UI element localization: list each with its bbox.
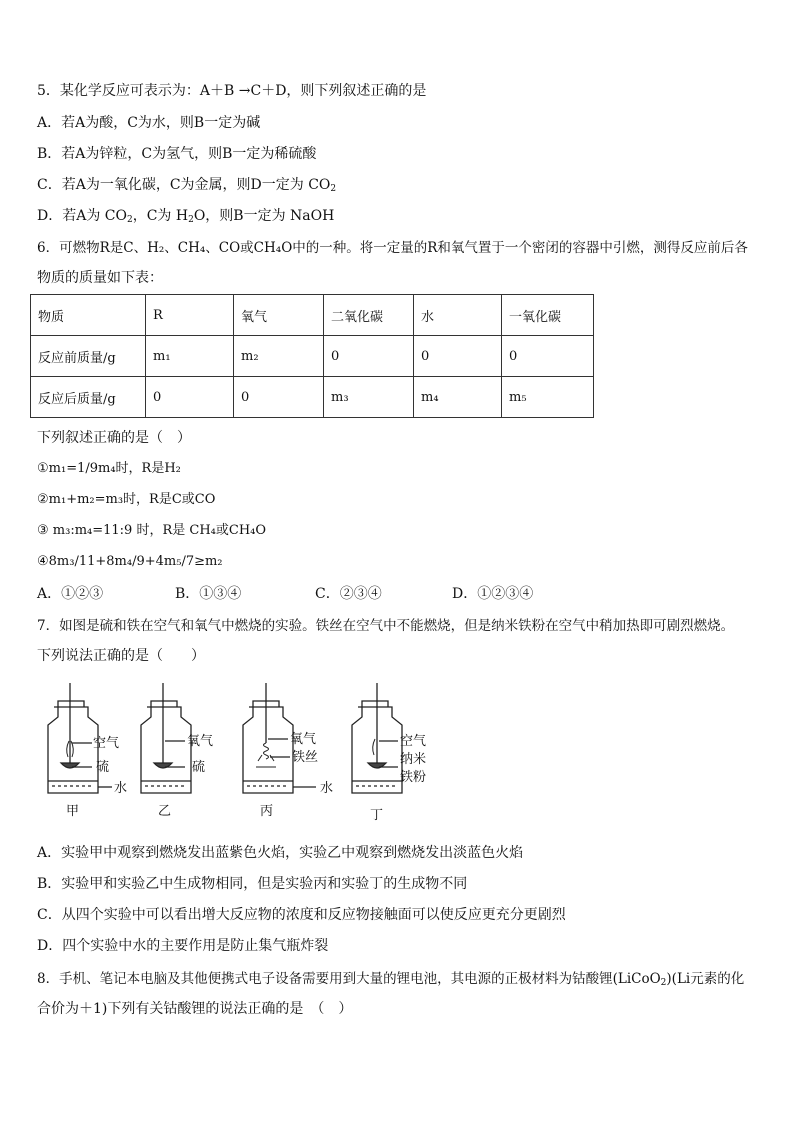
q7-option-d: D．四个实验中水的主要作用是防止集气瓶炸裂 — [37, 938, 329, 954]
label-sulfur-jia: 硫 — [96, 760, 110, 775]
label-water-1: 水 — [114, 781, 128, 796]
q6-option-a: A．①②③ — [37, 586, 104, 602]
table-cell: 反应前质量/g — [31, 336, 146, 377]
table-cell: 0 — [146, 377, 234, 418]
label-nano: 纳米 — [400, 752, 427, 767]
label-oxygen-bing: 氧气 — [290, 732, 317, 747]
table-header-row — [31, 295, 594, 336]
q6-statement-3: ③ m₃:m₄=11:9 时，R是 CH₄或CH₄O — [37, 523, 267, 538]
label-air-ding: 空气 — [400, 734, 427, 749]
table-cell: m₄ — [414, 377, 502, 418]
table-cell: m₅ — [502, 377, 594, 418]
q5-option-c: C．若A为一氧化碳，C为金属，则D一定为 $CO_2$ — [37, 177, 337, 194]
table-row — [31, 336, 594, 377]
q5-option-a: A．若A为酸，C为水，则B一定为碱 — [37, 115, 261, 131]
q6-option-c: C．②③④ — [315, 586, 382, 602]
label-sulfur-yi: 硫 — [192, 760, 206, 775]
label-oxygen-yi: 氧气 — [187, 734, 214, 749]
label-water-2: 水 — [320, 781, 334, 796]
q8-stem-line1: 8．手机、笔记本电脑及其他便携式电子设备需要用到大量的锂电池，其电源的正极材料为钴酸锂(LiCoO$_2$)(Li元素的化 — [37, 971, 745, 988]
q6-option-b: B．①③④ — [175, 586, 242, 602]
label-iron-powder: 铁粉 — [400, 770, 427, 785]
table-cell: 0 — [502, 336, 594, 377]
table-cell: m₁ — [146, 336, 234, 377]
q7-option-b: B．实验甲和实验乙中生成物相同，但是实验丙和实验丁的生成物不同 — [37, 876, 468, 892]
q7-stem-line2: 下列说法正确的是（ ） — [37, 648, 205, 664]
table-cell: R — [146, 295, 234, 336]
label-iron-wire: 铁丝 — [292, 750, 319, 765]
q6-stem-line1: 6．可燃物R是C、H₂、CH₄、CO或CH₄O中的一种。将一定量的R和氧气置于一个密闭的容器中引燃，测得反应前后各 — [37, 240, 748, 256]
table-cell: 一氧化碳 — [502, 295, 594, 336]
q6-statement-4: ④8m₃/11+8m₄/9+4m₅/7≥m₂ — [37, 554, 223, 569]
table-cell: 物质 — [31, 295, 146, 336]
q5-option-d: D．若A为 $CO_2$，C为 $H_2O$，则B一定为 NaOH — [37, 208, 335, 225]
table-cell: 反应后质量/g — [31, 377, 146, 418]
caption-bing: 丙 — [260, 804, 274, 819]
table-cell: 氧气 — [234, 295, 324, 336]
table-cell: 二氧化碳 — [324, 295, 414, 336]
caption-jia: 甲 — [66, 804, 80, 819]
jar-yi — [141, 683, 191, 793]
q7-option-c: C．从四个实验中可以看出增大反应物的浓度和反应物接触面可以使反应更充分更剧烈 — [37, 907, 566, 923]
q7-stem-line1: 7．如图是硫和铁在空气和氧气中燃烧的实验。铁丝在空气中不能燃烧，但是纳米铁粉在空气中稍加热即可剧烈燃烧。 — [37, 618, 735, 634]
q6-statement-2: ②m₁+m₂=m₃时，R是C或CO — [37, 492, 216, 507]
mass-table — [30, 294, 594, 418]
q6-statement-1: ①m₁=1/9m₄时，R是H₂ — [37, 461, 181, 476]
q5-stem: 5．某化学反应可表示为：A＋B →C＋D，则下列叙述正确的是 — [37, 83, 427, 99]
jar-ding — [352, 683, 402, 793]
table-cell: 0 — [234, 377, 324, 418]
table-cell: m₃ — [324, 377, 414, 418]
combustion-experiments-figure — [40, 683, 460, 825]
caption-ding: 丁 — [370, 808, 384, 823]
table-cell: 水 — [414, 295, 502, 336]
q6-stem-line2: 物质的质量如下表： — [37, 270, 163, 286]
caption-yi: 乙 — [158, 804, 172, 819]
table-cell: m₂ — [234, 336, 324, 377]
q8-stem-line2: 合价为＋1)下列有关钴酸锂的说法正确的是 （ ） — [37, 1001, 353, 1017]
q7-option-a: A．实验甲中观察到燃烧发出蓝紫色火焰，实验乙中观察到燃烧发出淡蓝色火焰 — [37, 845, 524, 861]
q6-prompt: 下列叙述正确的是（ ） — [37, 430, 191, 446]
q5-option-b: B．若A为锌粒，C为氢气，则B一定为稀硫酸 — [37, 146, 317, 162]
table-cell: 0 — [324, 336, 414, 377]
table-row — [31, 377, 594, 418]
label-air-jia: 空气 — [93, 736, 120, 751]
q6-option-d: D．①②③④ — [452, 586, 534, 602]
table-cell: 0 — [414, 336, 502, 377]
